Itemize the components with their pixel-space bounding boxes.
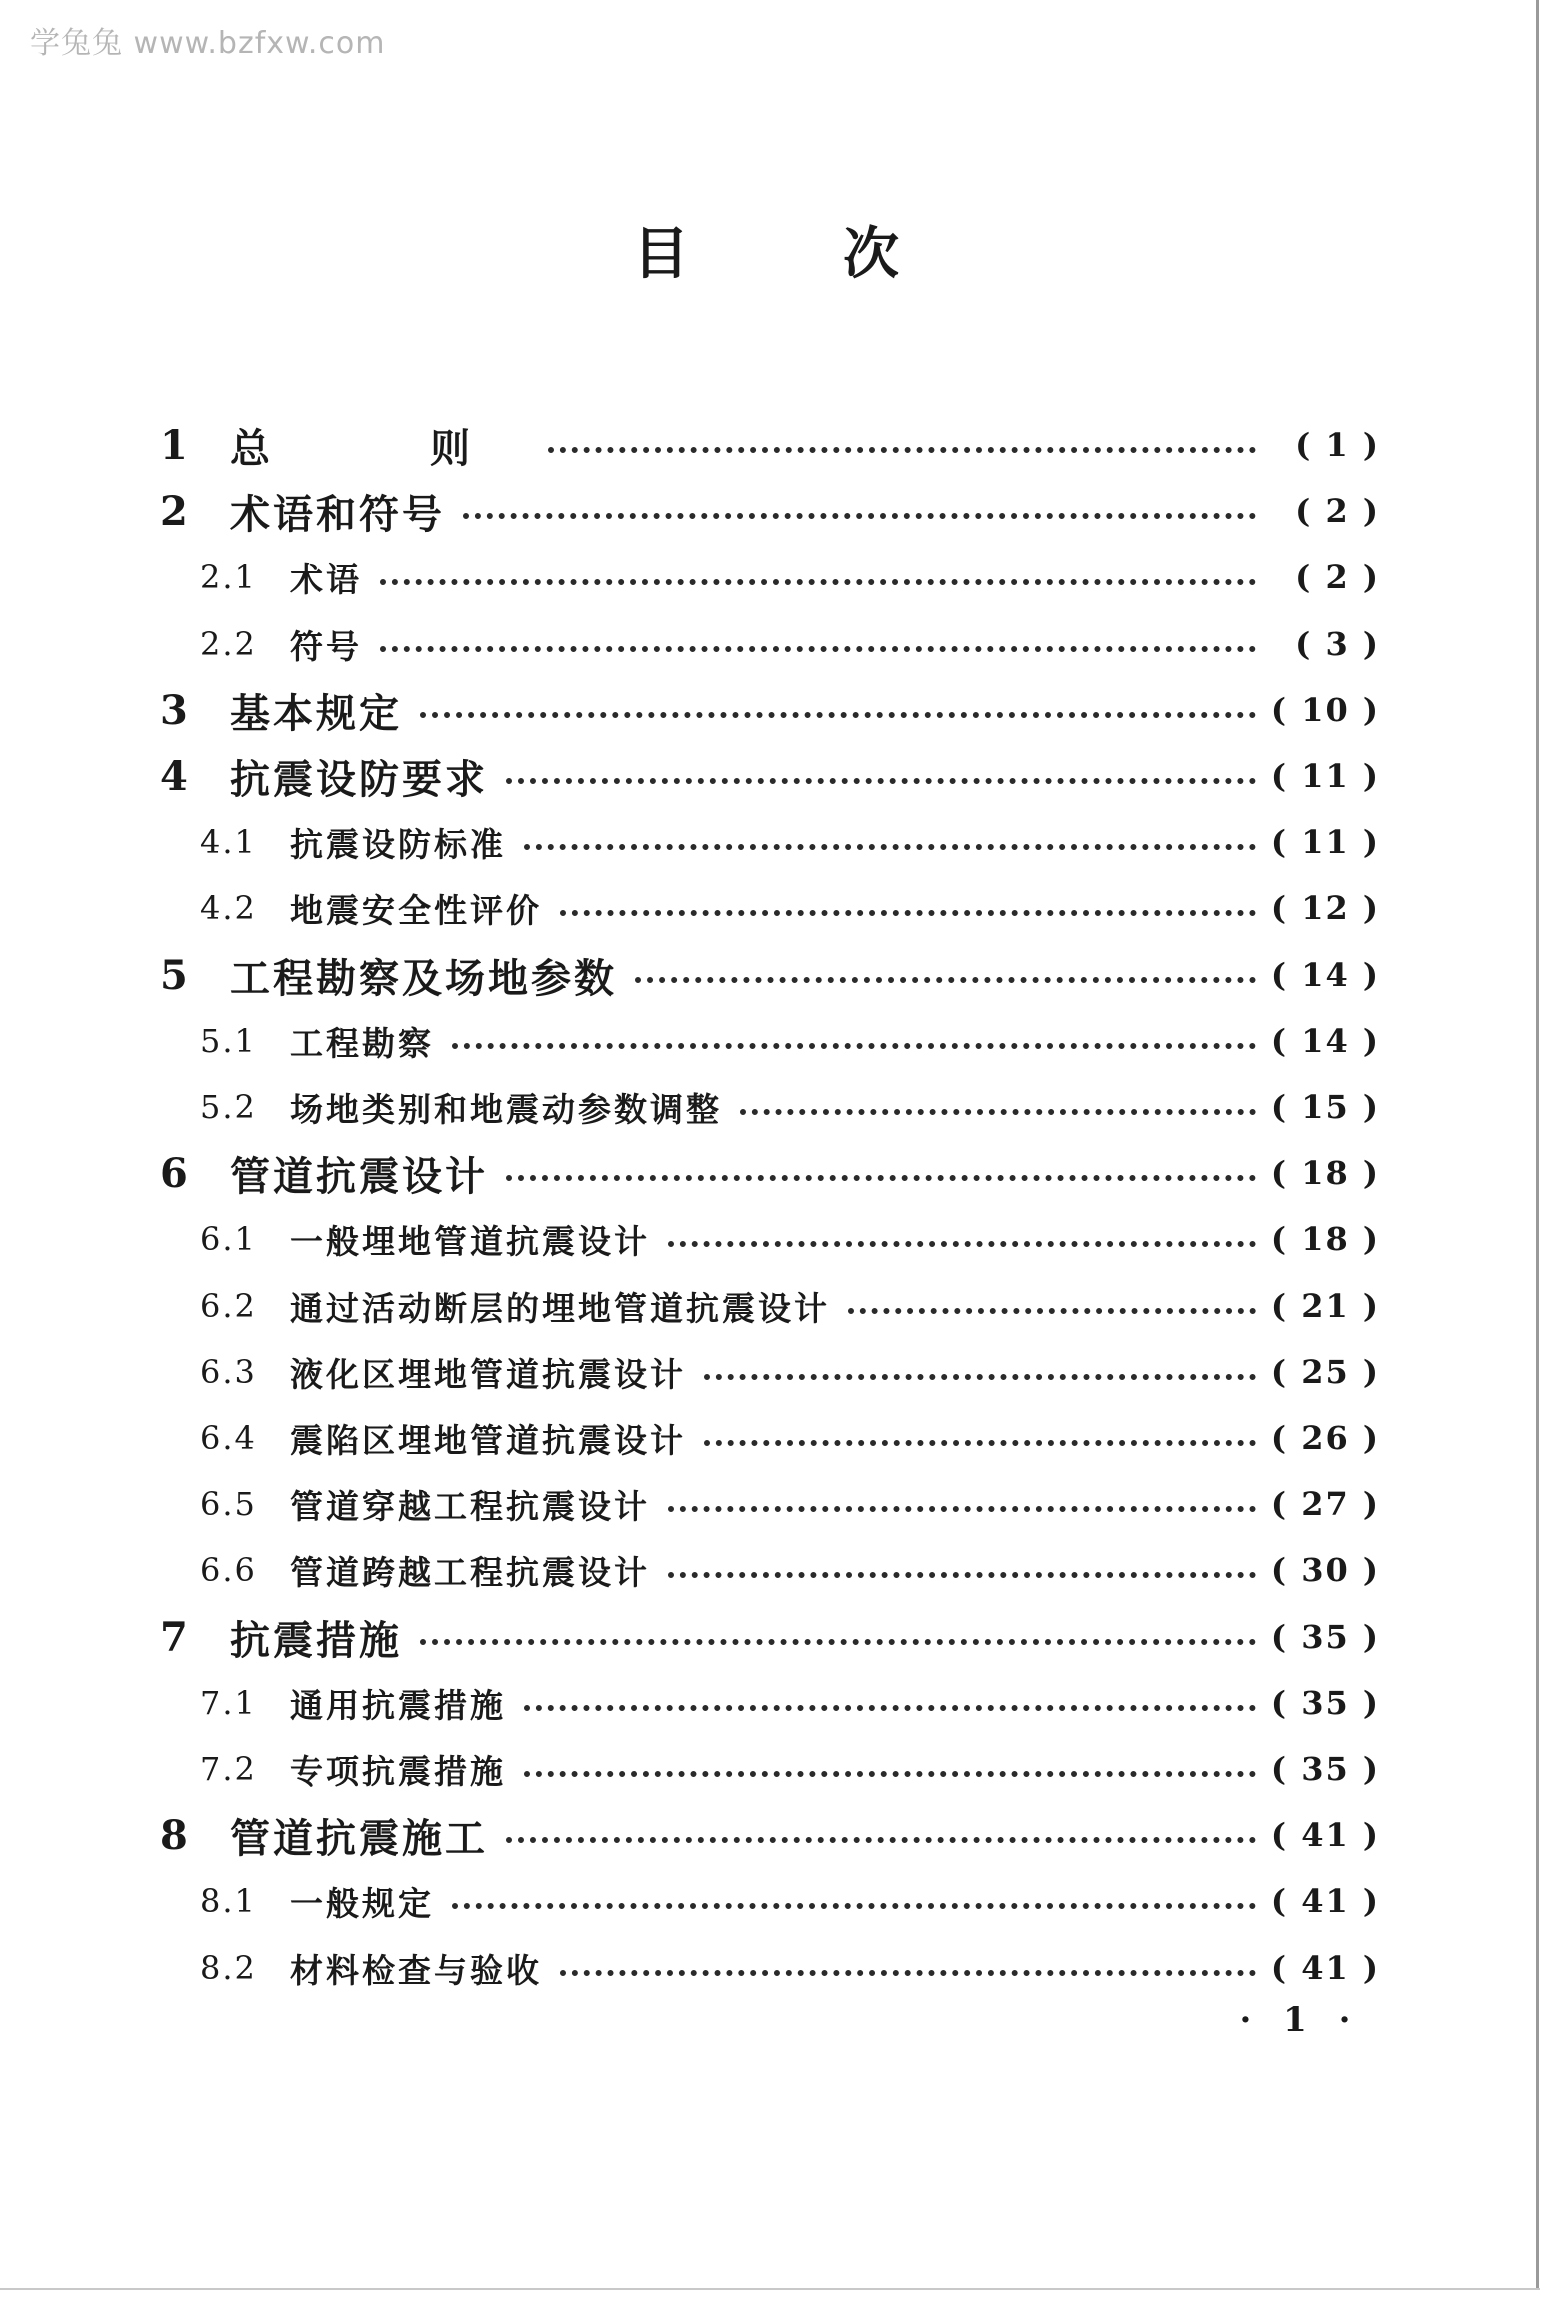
toc-entry-number: 6 (160, 1149, 188, 1197)
page-edge-divider (1536, 0, 1539, 2290)
toc-entry[interactable] (160, 1011, 1380, 1071)
toc-entry-number: 5.1 (200, 1022, 257, 1060)
toc-dot-leader (668, 1504, 1256, 1512)
toc-entry-number: 4.2 (200, 889, 257, 927)
toc-dot-leader (704, 1372, 1256, 1380)
toc-entry[interactable] (160, 1077, 1380, 1137)
toc-entry-label: 地震安全性评价 (290, 890, 542, 930)
page-title-part2: 次 (843, 221, 903, 287)
toc-entry-page: ( 2 ) (1295, 492, 1380, 530)
toc-entry-number: 4 (160, 752, 188, 800)
toc-dot-leader (560, 908, 1256, 916)
toc-dot-leader (524, 842, 1256, 850)
toc-entry[interactable] (160, 614, 1380, 674)
toc-entry-page: ( 18 ) (1270, 1220, 1380, 1258)
toc-entry[interactable] (160, 1607, 1380, 1667)
toc-entry[interactable] (160, 547, 1380, 607)
toc-entry-label: 一般埋地管道抗震设计 (290, 1221, 650, 1261)
toc-dot-leader (420, 1637, 1256, 1645)
toc-entry[interactable] (160, 1143, 1380, 1203)
toc-entry-page: ( 12 ) (1270, 889, 1380, 927)
toc-entry-label: 工程勘察 (290, 1023, 434, 1063)
toc-entry-number: 6.4 (200, 1419, 257, 1457)
toc-entry-label: 抗震设防要求 (230, 755, 488, 803)
toc-entry-label: 一般规定 (290, 1883, 434, 1923)
watermark-text: 学兔兔 www.bzfxw.com (30, 26, 386, 61)
toc-entry-number: 2.2 (200, 625, 257, 663)
toc-entry-label: 符号 (290, 626, 362, 666)
toc-entry-number: 2.1 (200, 558, 257, 596)
toc-entry-label: 术语 (290, 559, 362, 599)
toc-entry[interactable] (160, 415, 1380, 475)
toc-dot-leader (452, 1901, 1256, 1909)
toc-entry-number: 8.2 (200, 1949, 257, 1987)
toc-entry-page: ( 41 ) (1270, 1949, 1380, 1987)
toc-entry-label: 通过活动断层的埋地管道抗震设计 (290, 1288, 830, 1328)
toc-entry-number: 7.1 (200, 1684, 257, 1722)
toc-entry-page: ( 14 ) (1270, 956, 1380, 994)
toc-dot-leader (635, 975, 1256, 983)
toc-entry-page: ( 26 ) (1270, 1419, 1380, 1457)
toc-entry-number: 2 (160, 487, 188, 535)
toc-entry-label: 通用抗震措施 (290, 1685, 506, 1725)
toc-entry-label: 抗震措施 (230, 1616, 402, 1664)
toc-entry[interactable] (160, 1805, 1380, 1865)
toc-dot-leader (740, 1107, 1256, 1115)
toc-entry-label: 震陷区埋地管道抗震设计 (290, 1420, 686, 1460)
toc-entry-page: ( 35 ) (1270, 1684, 1380, 1722)
toc-entry[interactable] (160, 812, 1380, 872)
toc-entry[interactable] (160, 746, 1380, 806)
toc-dot-leader (463, 511, 1256, 519)
toc-entry-label: 场地类别和地震动参数调整 (290, 1089, 722, 1129)
toc-entry-page: ( 35 ) (1270, 1750, 1380, 1788)
toc-dot-leader (704, 1438, 1256, 1446)
toc-dot-leader (506, 776, 1256, 784)
page-title-part1: 目 (633, 221, 693, 287)
toc-entry-page: ( 25 ) (1270, 1353, 1380, 1391)
toc-entry[interactable] (160, 1871, 1380, 1931)
toc-entry-page: ( 3 ) (1295, 625, 1380, 663)
toc-entry[interactable] (160, 481, 1380, 541)
toc-entry-number: 4.1 (200, 823, 257, 861)
toc-entry-number: 8 (160, 1811, 188, 1859)
toc-entry-page: ( 14 ) (1270, 1022, 1380, 1060)
toc-entry-label: 材料检查与验收 (290, 1950, 542, 1990)
toc-dot-leader (560, 1968, 1256, 1976)
toc-dot-leader (506, 1835, 1256, 1843)
toc-entry[interactable] (160, 1938, 1380, 1998)
toc-entry[interactable] (160, 1739, 1380, 1799)
toc-entry-page: ( 1 ) (1295, 426, 1380, 464)
toc-dot-leader (524, 1703, 1256, 1711)
toc-entry-label: 管道穿越工程抗震设计 (290, 1486, 650, 1526)
toc-entry-label: 管道抗震设计 (230, 1152, 488, 1200)
toc-entry-page: ( 18 ) (1270, 1154, 1380, 1192)
toc-entry-number: 6.6 (200, 1551, 257, 1589)
page-number: · 1 · (1239, 2000, 1361, 2040)
toc-entry[interactable] (160, 1209, 1380, 1269)
toc-entry-number: 6.3 (200, 1353, 257, 1391)
toc-entry-page: ( 41 ) (1270, 1816, 1380, 1854)
toc-entry-number: 6.2 (200, 1287, 257, 1325)
toc-entry-number: 1 (160, 421, 188, 469)
toc-entry-page: ( 11 ) (1270, 823, 1380, 861)
toc-dot-leader (506, 1173, 1256, 1181)
toc-entry-number: 7 (160, 1613, 188, 1661)
toc-entry-number: 8.1 (200, 1882, 257, 1920)
toc-dot-leader (524, 1769, 1256, 1777)
toc-entry-number: 6.1 (200, 1220, 257, 1258)
toc-entry-page: ( 21 ) (1270, 1287, 1380, 1325)
toc-dot-leader (668, 1570, 1256, 1578)
toc-entry-page: ( 15 ) (1270, 1088, 1380, 1126)
toc-dot-leader (380, 577, 1256, 585)
toc-entry[interactable] (160, 680, 1380, 740)
toc-entry-page: ( 11 ) (1270, 757, 1380, 795)
toc-entry[interactable] (160, 1408, 1380, 1468)
toc-entry-label: 管道抗震施工 (230, 1814, 488, 1862)
toc-entry-label: 液化区埋地管道抗震设计 (290, 1354, 686, 1394)
toc-entry-page: ( 2 ) (1295, 558, 1380, 596)
toc-entry-page: ( 35 ) (1270, 1618, 1380, 1656)
toc-dot-leader (668, 1239, 1256, 1247)
toc-entry-label: 抗震设防标准 (290, 824, 506, 864)
toc-entry[interactable] (160, 1474, 1380, 1534)
toc-entry-label: 基本规定 (230, 689, 402, 737)
toc-dot-leader (848, 1306, 1256, 1314)
toc-entry[interactable] (160, 945, 1380, 1005)
toc-entry-page: ( 41 ) (1270, 1882, 1380, 1920)
toc-dot-leader (452, 1041, 1256, 1049)
toc-entry[interactable] (160, 1342, 1380, 1402)
toc-entry-page: ( 27 ) (1270, 1485, 1380, 1523)
toc-entry-page: ( 30 ) (1270, 1551, 1380, 1589)
toc-entry-label: 总 则 (230, 424, 530, 472)
toc-entry-label: 工程勘察及场地参数 (230, 954, 617, 1002)
toc-entry-label: 专项抗震措施 (290, 1751, 506, 1791)
toc-entry[interactable] (160, 1540, 1380, 1600)
toc-entry-number: 5.2 (200, 1088, 257, 1126)
toc-dot-leader (548, 445, 1256, 453)
toc-dot-leader (380, 644, 1256, 652)
toc-entry-label: 管道跨越工程抗震设计 (290, 1552, 650, 1592)
toc-entry[interactable] (160, 878, 1380, 938)
toc-entry[interactable] (160, 1673, 1380, 1733)
toc-entry-number: 6.5 (200, 1485, 257, 1523)
toc-dot-leader (420, 710, 1256, 718)
toc-entry-number: 3 (160, 686, 188, 734)
toc-entry[interactable] (160, 1276, 1380, 1336)
toc-entry-label: 术语和符号 (230, 490, 445, 538)
toc-entry-number: 5 (160, 951, 188, 999)
toc-entry-page: ( 10 ) (1270, 691, 1380, 729)
toc-entry-number: 7.2 (200, 1750, 257, 1788)
